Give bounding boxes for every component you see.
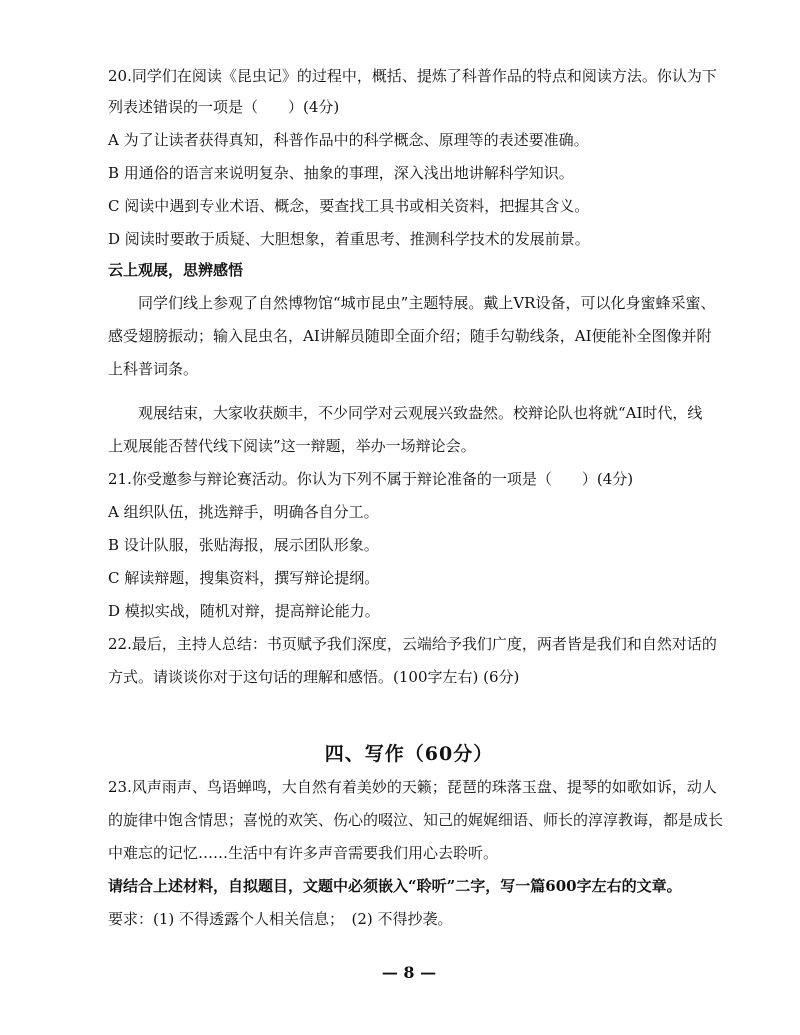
q23-line1: 23.风声雨声、鸟语蝉鸣，大自然有着美妙的天籁；琵琶的珠落玉盘、提琴的如歌如诉，动人 — [108, 778, 717, 796]
passage-para1-line2: 感受翅膀振动；输入昆虫名，AI讲解员随即全面介绍；随手勾勒线条，AI便能补全图像并附 — [108, 327, 712, 345]
q20-option-b: B 用通俗的语言来说明复杂、抽象的事理，深入浅出地讲解科学知识。 — [108, 164, 574, 182]
q21-option-d: D 模拟实战，随机对辩，提高辩论能力。 — [108, 602, 380, 620]
q23-instruction: 请结合上述材料，自拟题目，文题中必须嵌入“聆听”二字，写一篇600字左右的文章。 — [108, 877, 682, 895]
q23-line2: 的旋律中饱含情思；喜悦的欢笑、伤心的啜泣、知己的娓娓细语、师长的淳淳教诲，都是成长 — [108, 811, 724, 829]
q20-stem-line1: 20.同学们在阅读《昆虫记》的过程中，概括、提炼了科普作品的特点和阅读方法。你认为下 — [108, 67, 717, 85]
writing-section-title: 四、写作（60分） — [324, 743, 494, 765]
q22-line1: 22.最后，主持人总结：书页赋予我们深度，云端给予我们广度，两者皆是我们和自然对话的 — [108, 635, 717, 653]
q23-requirements: 要求：(1) 不得透露个人相关信息； (2) 不得抄袭。 — [108, 910, 453, 928]
passage-para1-line3: 上科普词条。 — [108, 360, 199, 378]
q22-line2: 方式。请谈谈你对于这句话的理解和感悟。(100字左右) (6分) — [108, 668, 520, 686]
q21-option-b: B 设计队服，张贴海报，展示团队形象。 — [108, 536, 379, 554]
q23-line3: 中难忘的记忆……生活中有许多声音需要我们用心去聆听。 — [108, 844, 499, 862]
section-heading: 云上观展，思辨感悟 — [108, 261, 244, 279]
q20-stem-line2: 列表述错误的一项是（ ）(4分) — [108, 98, 340, 116]
q21-option-a: A 组织队伍，挑选辩手，明确各自分工。 — [108, 503, 379, 521]
q20-option-c: C 阅读中遇到专业术语、概念，要查找工具书或相关资料，把握其含义。 — [108, 197, 590, 215]
passage-para1-line1: 同学们线上参观了自然博物馆“城市昆虫”主题特展。戴上VR设备，可以化身蜜蜂采蜜、 — [138, 294, 716, 312]
q20-option-a: A 为了让读者获得真知，科普作品中的科学概念、原理等的表述要准确。 — [108, 131, 589, 149]
passage-para2-line2: 上观展能否替代线下阅读”这一辩题，举办一场辩论会。 — [108, 437, 476, 455]
q20-option-d: D 阅读时要敢于质疑、大胆想象，着重思考、推测科学技术的发展前景。 — [108, 230, 590, 248]
q21-stem: 21.你受邀参与辩论赛活动。你认为下列不属于辩论准备的一项是（ ）(4分) — [108, 470, 634, 488]
q21-option-c: C 解读辩题，搜集资料，撰写辩论提纲。 — [108, 569, 380, 587]
passage-para2-line1: 观展结束，大家收获颇丰，不少同学对云观展兴致盎然。校辩论队也将就“AI时代，线 — [138, 404, 703, 422]
page-number: — 8 — — [381, 963, 437, 982]
